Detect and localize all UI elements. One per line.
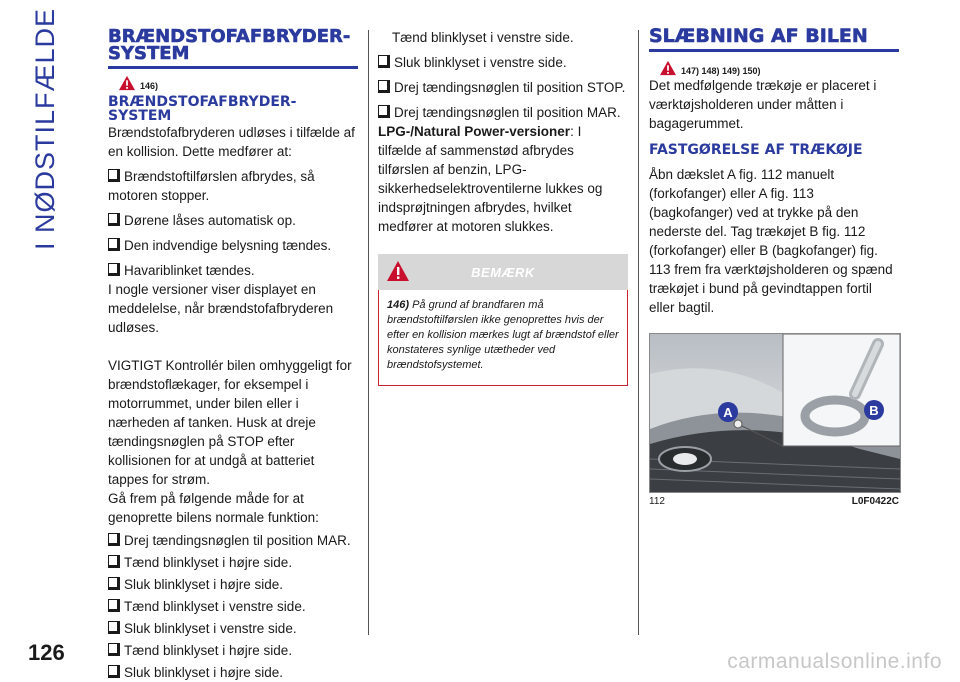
column-divider — [638, 30, 639, 635]
checkbox-bullet-icon — [108, 213, 120, 226]
continued-step: Tænd blinklyset i venstre side. — [392, 30, 574, 45]
title-rule — [649, 49, 899, 52]
important-text: VIGTIGT Kontrollér bilen omhyggeligt for brændstoflækager, for eksempel i motorrummet, under bilen eller i nærheden af tanken. Husk at dreje tændingsnøglen på STOP efter kollisionen for at undgå at batteriet tappes for strøm. — [108, 358, 352, 487]
title-rule — [108, 66, 358, 69]
checkbox-bullet-icon — [108, 577, 120, 590]
note-body — [378, 290, 628, 386]
checkbox-bullet-icon — [108, 643, 120, 656]
note-title: BEMÆRK — [471, 264, 535, 280]
step-item: Tænd blinklyset i højre side. — [108, 641, 358, 660]
column-divider — [368, 30, 369, 635]
figure-number: 112 — [649, 496, 665, 507]
list-item: Havariblinket tændes. — [108, 261, 358, 280]
checkbox-bullet-icon — [108, 263, 120, 276]
lpg-label: LPG-/Natural Power-versioner — [378, 124, 571, 139]
checkbox-bullet-icon — [108, 621, 120, 634]
marker-a: A — [718, 402, 738, 422]
warning-ref-number: 147) 148) 149) 150) — [681, 66, 761, 76]
marker-b: B — [864, 400, 884, 420]
warning-triangle-icon — [386, 260, 410, 282]
intro-text: Brændstofafbryderen udløses i tilfælde af en kollision. Dette medfører at: — [108, 125, 355, 159]
warning-reference — [118, 75, 358, 91]
step-item: Sluk blinklyset i venstre side. — [108, 619, 358, 638]
watermark: carmanualsonline.info — [727, 650, 942, 673]
checkbox-bullet-icon — [378, 105, 390, 118]
step-item: Tænd blinklyset i venstre side. — [108, 597, 358, 616]
bumper-illustration — [650, 334, 900, 492]
list-item: Den indvendige belysning tændes. — [108, 236, 358, 255]
note-header — [378, 254, 628, 290]
column-towing — [649, 25, 899, 507]
step-item: Drej tændingsnøglen til position MAR. — [378, 103, 628, 122]
section-title: SLÆBNING AF BILEN — [649, 25, 868, 47]
procedure-intro: Gå frem på følgende måde for at genoprette bilens normale funktion: — [108, 491, 319, 525]
checkbox-bullet-icon — [378, 80, 390, 93]
warning-triangle-icon — [118, 75, 136, 91]
figure-code: L0F0422C — [851, 496, 899, 507]
page-number: 126 — [28, 640, 65, 665]
figure-caption — [649, 496, 899, 507]
step-item: Drej tændingsnøglen til position MAR. — [108, 531, 358, 550]
checkbox-bullet-icon — [378, 55, 390, 68]
list-item: Dørene låses automatisk op. — [108, 211, 358, 230]
column-continued — [378, 28, 628, 386]
intro-text: Det medfølgende trækøje er placeret i værktøjsholderen under måtten i bagagerummet. — [649, 78, 877, 131]
body-text: Åbn dækslet A fig. 112 manuelt (forkofanger) eller A fig. 113 (bagkofanger) ved at trykke på den nederste del. Tag trækøjet B fig. 112 (forkofanger) eller B (bagkofanger) fig. 113 frem fra værktøjsholderen og spænd trækøjet i bund på gevindtappen fortil eller bagtil. — [649, 167, 893, 315]
step-item: Sluk blinklyset i højre side. — [108, 663, 358, 682]
note-text: På grund af brandfaren må brændstoftilførslen ikke genoprettes hvis der efter en kollision mærkes lugt af brændstof eller konstateres synlige utætheder ved brændstofsystemet. — [387, 299, 619, 371]
lpg-paragraph — [378, 122, 628, 236]
checkbox-bullet-icon — [108, 533, 120, 546]
display-note: I nogle versioner viser displayet en meddelelse, når brændstofafbryderen udløses. — [108, 282, 334, 335]
checkbox-bullet-icon — [108, 599, 120, 612]
list-item: Brændstoftilførslen afbrydes, så motoren stopper. — [108, 169, 315, 203]
step-item: Sluk blinklyset i venstre side. — [378, 53, 628, 72]
note-number: 146) — [387, 299, 410, 311]
checkbox-bullet-icon — [108, 665, 120, 678]
checkbox-bullet-icon — [108, 169, 120, 182]
figure-image — [649, 333, 901, 493]
checkbox-bullet-icon — [108, 555, 120, 568]
warning-triangle-icon — [659, 60, 677, 76]
step-item: Sluk blinklyset i højre side. — [108, 575, 358, 594]
column-fuel-cutoff — [108, 28, 358, 682]
lpg-text: : I tilfælde af sammenstød afbrydes tilførslen af benzin, LPG-sikkerhedselektroventilerne lukkes og indsprøjtningen afbrydes, hvilket medfører at motoren slukkes. — [378, 124, 603, 234]
warning-reference — [659, 60, 899, 76]
step-item: Tænd blinklyset i højre side. — [108, 553, 358, 572]
warning-ref-number: 146) — [140, 81, 159, 91]
subsection-title: BRÆNDSTOFAFBRYDER-SYSTEM — [108, 94, 297, 124]
checkbox-bullet-icon — [108, 238, 120, 251]
step-item: Drej tændingsnøglen til position STOP. — [378, 78, 628, 97]
subsection-title: FASTGØRELSE AF TRÆKØJE — [649, 142, 863, 158]
section-side-label: I NØDSTILFÆLDE — [30, 7, 60, 250]
section-title: BRÆNDSTOFAFBRYDER-SYSTEM — [108, 26, 351, 64]
